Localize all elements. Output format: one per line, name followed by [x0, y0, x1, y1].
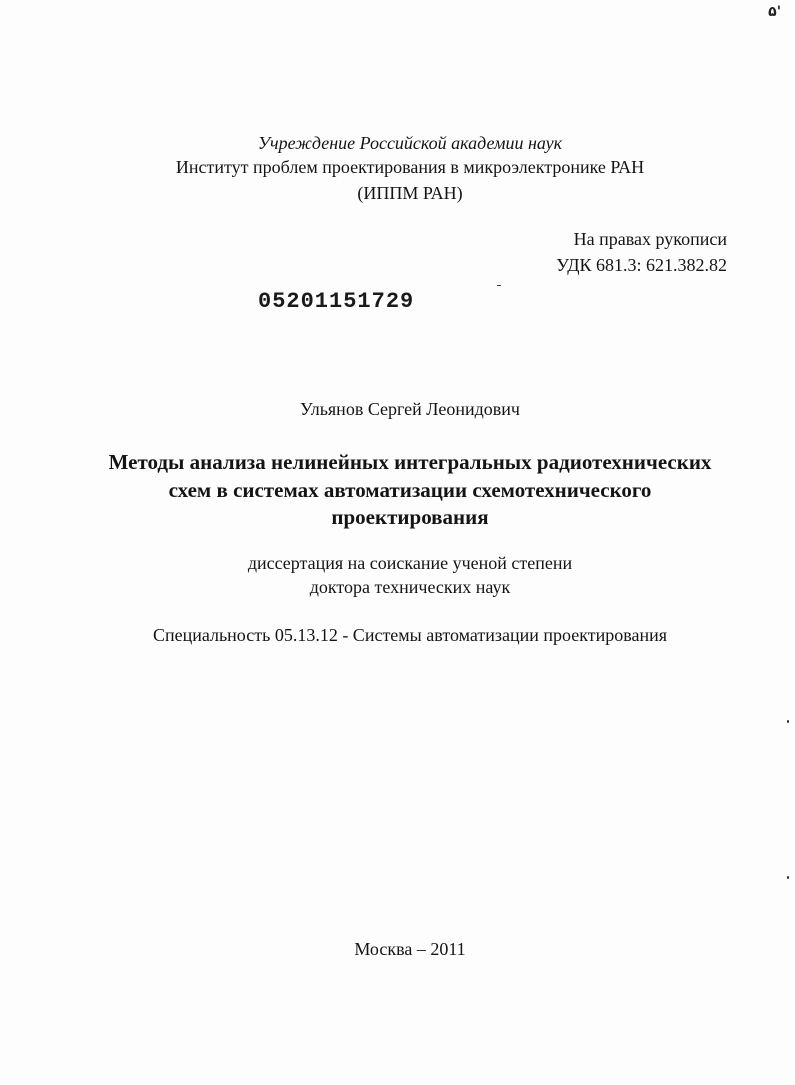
city-year: Москва – 2011	[354, 939, 466, 959]
institution-line: Учреждение Российской академии наук	[257, 133, 563, 153]
institute-line: Институт проблем проектирования в микроэлектронике РАН	[175, 157, 645, 177]
institute-abbreviation: (ИППМ РАН)	[357, 183, 463, 203]
title-line-2: схем в системах автоматизации схемотехнического	[168, 478, 652, 502]
scan-speck	[787, 720, 789, 723]
title-line-3: проектирования	[331, 505, 489, 529]
scan-speck	[497, 285, 501, 286]
specialty-line: Специальность 05.13.12 - Системы автоматизации проектирования	[152, 625, 668, 645]
degree-line-2: доктора технических наук	[309, 577, 511, 597]
scan-speck	[787, 876, 789, 879]
corner-scan-mark: ۵'	[768, 4, 781, 20]
title-line-1: Методы анализа нелинейных интегральных радиотехнических	[108, 450, 712, 474]
registration-number-stamp: 05201151729	[258, 289, 415, 314]
degree-line-1: диссертация на соискание ученой степени	[247, 553, 573, 573]
udk-code: УДК 681.3: 621.382.82	[556, 255, 727, 275]
manuscript-rights: На правах рукописи	[573, 229, 727, 249]
author-name: Ульянов Сергей Леонидович	[300, 399, 520, 419]
